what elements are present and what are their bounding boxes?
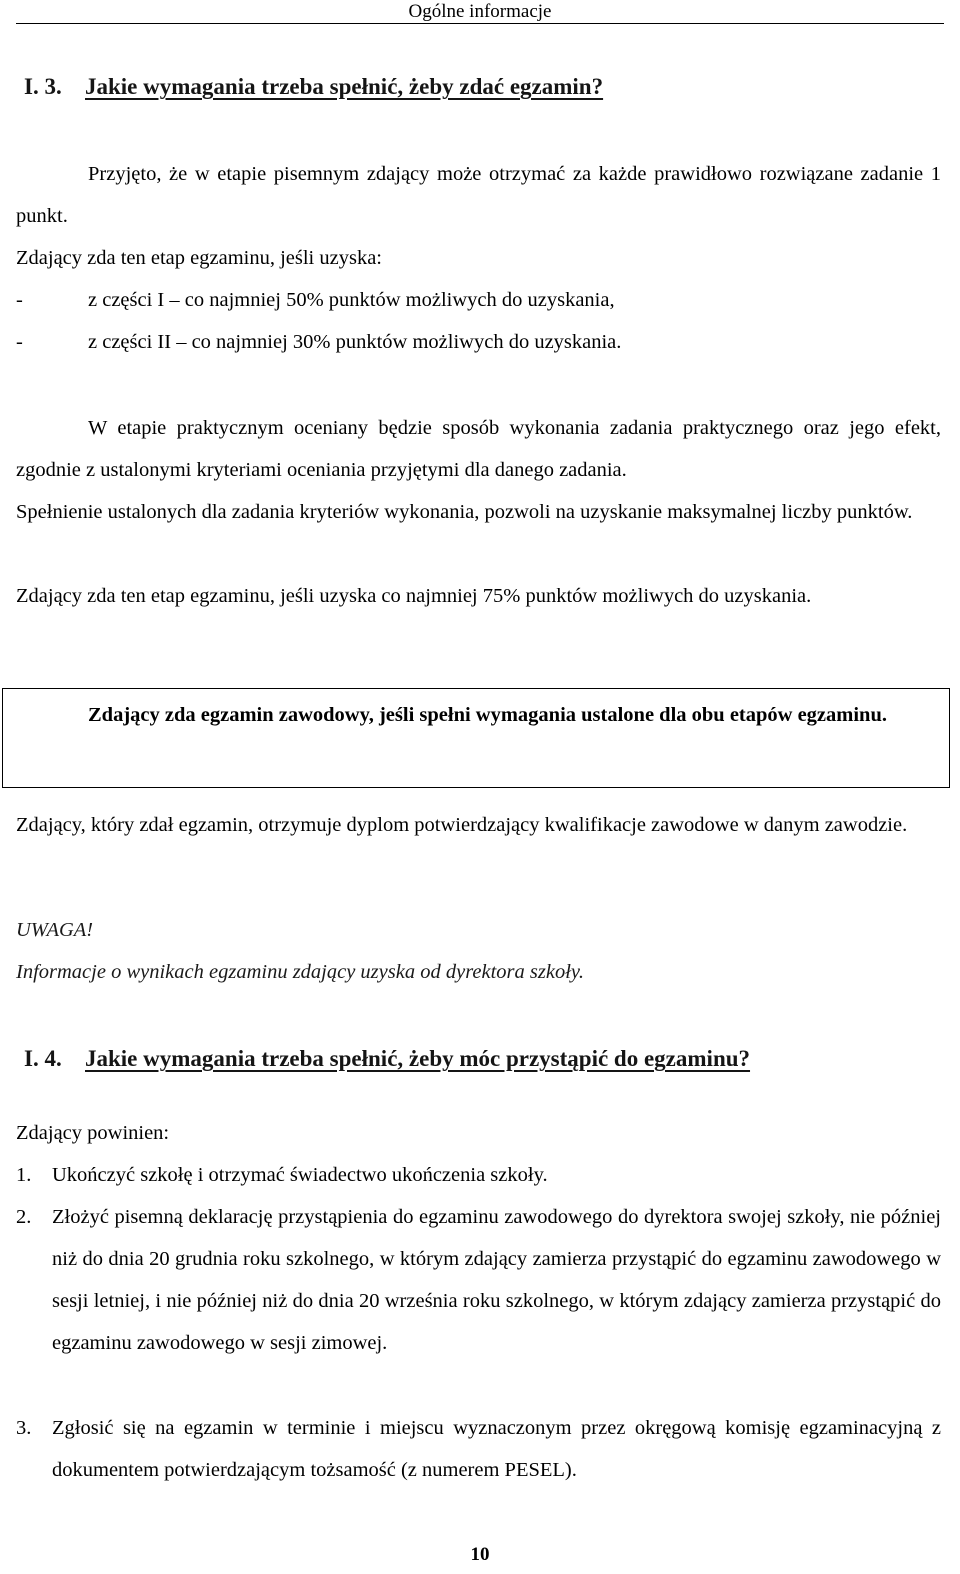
bullet-text: z części II – co najmniej 30% punktów możliwych do uzyskania. — [88, 331, 622, 353]
bullet-text: z części I – co najmniej 50% punktów możliwych do uzyskania, — [88, 289, 615, 311]
list-item — [16, 1407, 941, 1491]
bullet-item — [16, 279, 936, 321]
paragraph-practical: W etapie praktycznym oceniany będzie sposób wykonania zadania praktycznego oraz jego efekt, zgodnie z ustalonymi kryteriami oceniania przyjętymi dla danego zadania. — [16, 417, 941, 481]
section-number: I. 3. — [24, 74, 62, 99]
paragraph-written-pass: Zdający zda ten etap egzaminu, jeśli uzyska: — [16, 247, 382, 269]
list-text: Ukończyć szkołę i otrzymać świadectwo ukończenia szkoły. — [52, 1164, 548, 1186]
section-heading-4 — [24, 1045, 944, 1073]
highlight-lead: Zdający zda egzamin zawodowy — [88, 704, 369, 726]
list-number: 1. — [16, 1164, 32, 1186]
list-item — [16, 1154, 941, 1196]
paragraph-intro: Zdający powinien: — [16, 1122, 170, 1144]
list-number: 2. — [16, 1206, 32, 1228]
list-text: Zgłosić się na egzamin w terminie i miejscu wyznaczonym przez okręgową komisję egzaminacyjną z dokumentem potwierdzającym tożsamość (z numerem PESEL). — [52, 1417, 941, 1481]
section-number: I. 4. — [24, 1046, 62, 1071]
highlight-text — [16, 694, 941, 737]
section-title: Jakie wymagania trzeba spełnić, żeby móc przystąpić do egzaminu? — [85, 1046, 751, 1071]
paragraph-max-points: Spełnienie ustalonych dla zadania kryteriów wykonania, pozwoli na uzyskanie maksymalnej liczby punktów. — [16, 501, 913, 523]
paragraph-points: Przyjęto, że w etapie pisemnym zdający może otrzymać za każde prawidłowo rozwiązane zadanie 1 punkt. — [16, 163, 941, 227]
bullet-item — [16, 321, 936, 363]
paragraph-diploma: Zdający, który zdał egzamin, otrzymuje dyplom potwierdzający kwalifikacje zawodowe w danym zawodzie. — [16, 814, 908, 836]
page-number: 10 — [470, 1544, 490, 1565]
list-number: 3. — [16, 1417, 32, 1439]
list-text: Złożyć pisemną deklarację przystąpienia do egzaminu zawodowego do dyrektora swojej szkoły, nie później niż do dnia 20 grudnia roku szkolnego, w którym zdający zamierza przystąpić do egzaminu zawodowego w sesji letniej, i nie później niż do dnia 20 września roku szkolnego, w którym zdający zamierza przystąpić do egzaminu zawodowego w sesji zimowej. — [52, 1206, 941, 1354]
header-divider — [16, 23, 944, 24]
bullet-dash: - — [16, 289, 23, 311]
note-label: UWAGA! — [16, 919, 94, 941]
running-header: Ogólne informacje — [408, 1, 552, 22]
bullet-dash: - — [16, 331, 23, 353]
highlight-rest: , jeśli spełni wymagania ustalone dla obu etapów egzaminu. — [368, 704, 887, 726]
section-heading-3 — [24, 73, 944, 101]
section-title: Jakie wymagania trzeba spełnić, żeby zdać egzamin? — [85, 74, 604, 99]
paragraph-practical-pass: Zdający zda ten etap egzaminu, jeśli uzyska co najmniej 75% punktów możliwych do uzyskania. — [16, 585, 812, 607]
note-text: Informacje o wynikach egzaminu zdający uzyska od dyrektora szkoły. — [16, 961, 584, 983]
list-item — [16, 1196, 941, 1364]
